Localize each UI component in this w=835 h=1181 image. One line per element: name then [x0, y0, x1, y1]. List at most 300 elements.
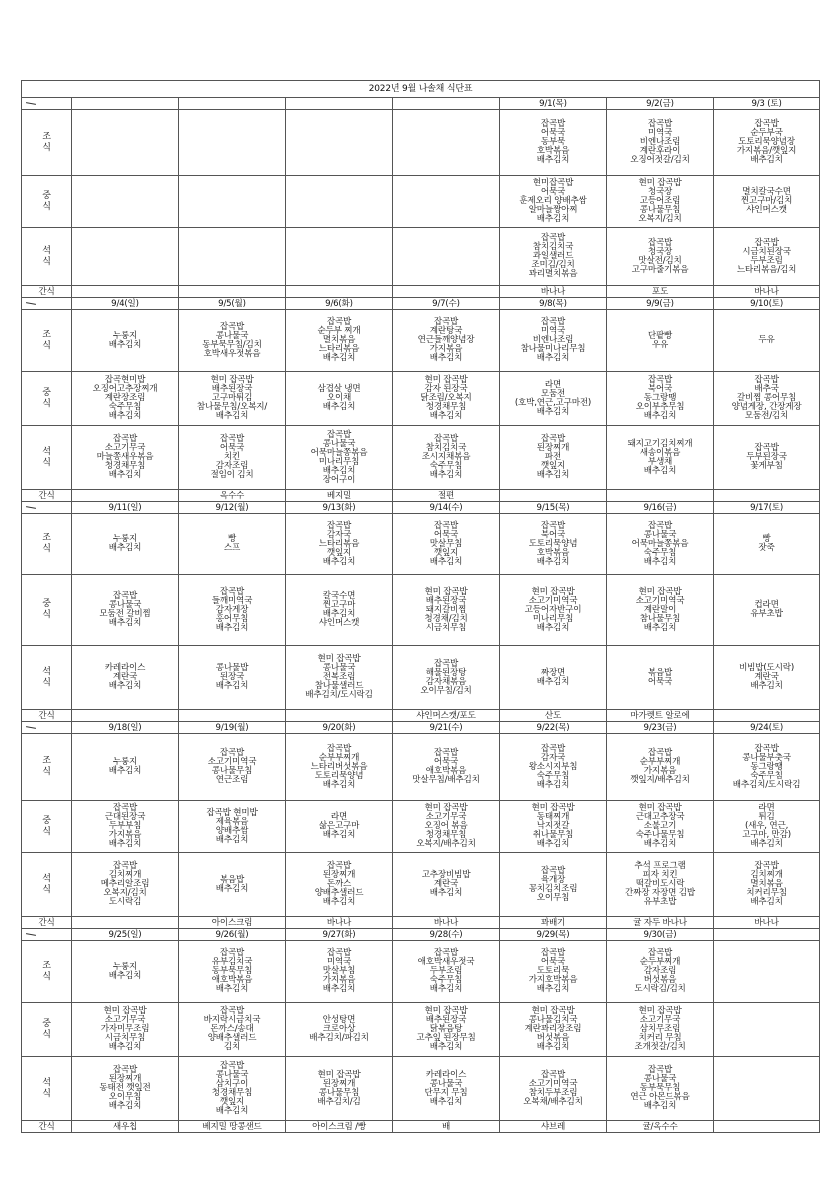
meal-label-snack: 간식: [22, 917, 72, 929]
meal-label-char: 중: [42, 599, 51, 609]
snack-cell: [72, 490, 179, 502]
menu-text: 잡곡밥 참치김치국 조시지채볶음 숙주무침 배추김치: [421, 434, 471, 480]
date-cell: 9/2(금): [607, 98, 714, 110]
date-cell: 9/1(목): [500, 98, 607, 110]
lunch-menu-cell: [286, 801, 393, 853]
menu-text: 잡곡밥 어묵국 동부묵 호박볶음 배추김치: [536, 119, 570, 165]
meal-label-lunch: [22, 801, 72, 853]
meal-label-char: 식: [42, 256, 51, 267]
menu-text: 두유: [758, 335, 775, 345]
breakfast-menu-cell: [500, 734, 607, 801]
menu-text: 잡곡밥 청국장 맛살전/김치 고구마줄기볶음: [631, 237, 689, 275]
meal-label-dinner: [22, 853, 72, 917]
menu-text: 잡곡밥 계란탕국 연근들깨양념장 가지볶음 배추김치: [417, 317, 475, 363]
snack-cell: [286, 710, 393, 722]
menu-text: 잡곡밥 미역국 맛살부침 가지볶음 배추김치: [322, 948, 356, 994]
meal-label-char: 석: [42, 1077, 51, 1088]
lunch-row: [22, 176, 820, 228]
snack-cell: [286, 286, 393, 298]
date-cell: 9/11(일): [72, 502, 179, 514]
dinner-menu-cell: [393, 1057, 500, 1121]
menu-text: 잡곡밥 배추국 갈비찜 콩어무침 양념게장, 간장게장 모둠전/김치: [731, 375, 802, 421]
dinner-menu-cell: [286, 853, 393, 917]
lunch-menu-cell: [500, 176, 607, 228]
menu-text: 누룽지 배추김치: [108, 961, 142, 981]
dinner-row: [22, 853, 820, 917]
menu-text: 현미 잡곡밥 소고기미역국 계란말이 참나물무침 배추김치: [635, 586, 685, 633]
dinner-menu-cell: [286, 426, 393, 490]
lunch-menu-cell: [714, 575, 820, 646]
menu-text: 잡곡밥 김치찌개 메추리알조림 오복지/김치 도시락김: [100, 861, 150, 907]
meal-label-char: 식: [42, 971, 51, 982]
snack-row: [22, 286, 820, 298]
date-cell: 9/19(월): [179, 722, 286, 734]
date-cell: 9/17(토): [714, 502, 820, 514]
menu-text: 라면 삶은고구마 배추김치: [318, 812, 360, 840]
breakfast-menu-cell: [72, 941, 179, 1003]
snack-cell: [714, 710, 820, 722]
menu-text: 잡곡밥 들깨미역국 감자게장 홍어무침 배추김치: [211, 586, 253, 633]
breakfast-row: [22, 310, 820, 372]
meal-label-char: 식: [42, 677, 51, 688]
breakfast-menu-cell: [393, 941, 500, 1003]
menu-text: 잡곡밥 소고기미역국 콩나물무침 연근조림: [207, 748, 257, 785]
menu-text: 콩나물밥 된장국 배추김치: [215, 663, 249, 691]
lunch-menu-cell: [500, 575, 607, 646]
lunch-row: [22, 1003, 820, 1057]
meal-label-char: 식: [42, 142, 51, 153]
dinner-menu-cell: [714, 426, 820, 490]
menu-text: 칼국수면 찐고구마 배추김치 샤인머스캣: [318, 591, 360, 628]
menu-text: 잡곡밥 순두부찌개 감자조림 버섯볶음 도시락김/김치: [634, 948, 686, 994]
menu-text: 잡곡밥 소고기무국 마늘쫑새우볶음 청경채무침 배추김치: [96, 434, 154, 480]
menu-text: 잡곡밥 콩나물국 어묵마늘쫑볶음 숙주무침 배추김치: [631, 520, 689, 567]
date-cell: 9/27(화): [286, 929, 393, 941]
snack-cell: 옥수수: [179, 490, 286, 502]
meal-label-dinner: [22, 646, 72, 710]
meal-label-char: 중: [42, 190, 51, 201]
week-date-row: [22, 722, 820, 734]
lunch-menu-cell: [72, 176, 179, 228]
menu-text: 잡곡밥 콩나물국 삼치구이 청경채무침 깻잎지 배추김치: [211, 1060, 253, 1116]
menu-text: 잡곡밥 육개장 꽁치김치조림 오이무침: [528, 865, 578, 903]
lunch-menu-cell: [286, 176, 393, 228]
meal-label-char: 식: [42, 767, 51, 777]
date-cell: 9/13(화): [286, 502, 393, 514]
menu-text: 카레라이스 계란국 배추김치: [104, 663, 146, 691]
breakfast-menu-cell: [72, 110, 179, 176]
lunch-menu-cell: [72, 1003, 179, 1057]
menu-text: 잡곡밥 바지락시금치국 돈까스/송대 양배추샐러드 김치: [203, 1006, 261, 1052]
meal-label-breakfast: [22, 110, 72, 176]
date-row-corner: [22, 929, 72, 941]
menu-text: 고추장비빔밥 계란국 배추김치: [421, 870, 471, 898]
dinner-menu-cell: [607, 853, 714, 917]
menu-text: 현미 잡곡밥 소고기무국 가자미무조림 시금치무침 배추김치: [100, 1006, 150, 1052]
breakfast-menu-cell: [607, 941, 714, 1003]
breakfast-menu-cell: [179, 514, 286, 575]
week-date-row: [22, 502, 820, 514]
menu-table: [21, 80, 820, 1133]
snack-cell: 베지밀 땅콩샌드: [179, 1121, 286, 1133]
lunch-menu-cell: [179, 1003, 286, 1057]
breakfast-menu-cell: [286, 941, 393, 1003]
menu-text: 잡곡밥 된장찌개 파전 깻잎지 배추김치: [536, 434, 570, 480]
dinner-menu-cell: [286, 646, 393, 710]
breakfast-row: [22, 941, 820, 1003]
dinner-menu-cell: [500, 1057, 607, 1121]
dinner-menu-cell: [72, 646, 179, 710]
date-cell: 9/20(화): [286, 722, 393, 734]
breakfast-menu-cell: [286, 734, 393, 801]
dinner-row: [22, 646, 820, 710]
snack-cell: 샤인머스캣/포도: [393, 710, 500, 722]
meal-label-char: 식: [42, 457, 51, 468]
menu-text: 잡곡밥 순부부찌개 느타리버섯볶음 도토리묵양념 배추김치: [310, 743, 368, 790]
date-cell: [179, 98, 286, 110]
date-cell: 9/4(일): [72, 298, 179, 310]
breakfast-menu-cell: [286, 310, 393, 372]
meal-label-char: 조: [42, 131, 51, 142]
menu-text: 카레라이스 콩나물국 단무지 무침 배추김치: [424, 1069, 468, 1107]
page-title: 2022년 9월 나솔채 식단표: [22, 81, 820, 98]
date-cell: [393, 98, 500, 110]
meal-label-char: 식: [42, 1088, 51, 1099]
snack-cell: 산도: [500, 710, 607, 722]
menu-text: 잡곡밥 현미밥 제육볶음 양배추쌈 배추김치: [206, 807, 258, 845]
breakfast-menu-cell: [500, 310, 607, 372]
menu-text: 현미 잡곡밥 청국장 고등어조림 콩나물무침 오복지/김치: [638, 178, 682, 224]
lunch-menu-cell: [607, 801, 714, 853]
meal-label-breakfast: [22, 514, 72, 575]
date-cell: 9/22(목): [500, 722, 607, 734]
dinner-menu-cell: [500, 646, 607, 710]
dinner-menu-cell: [500, 853, 607, 917]
snack-cell: 바나나: [714, 917, 820, 929]
breakfast-menu-cell: [500, 941, 607, 1003]
meal-label-char: 식: [42, 544, 51, 554]
menu-text: 잡곡밥 순두부 찌개 멸치볶음 느타리볶음 배추김치: [317, 317, 361, 363]
snack-cell: [72, 917, 179, 929]
menu-text: 누룽지 배추김치: [108, 757, 142, 776]
snack-cell: [179, 710, 286, 722]
meal-label-lunch: [22, 176, 72, 228]
week-date-row: [22, 929, 820, 941]
lunch-menu-cell: [714, 372, 820, 426]
snack-cell: 아이스크림 /빵: [286, 1121, 393, 1133]
meal-label-breakfast: [22, 941, 72, 1003]
dinner-row: [22, 426, 820, 490]
snack-cell: 귤 자두 바나나: [607, 917, 714, 929]
meal-label-snack: 간식: [22, 286, 72, 298]
date-cell: 9/7(수): [393, 298, 500, 310]
breakfast-menu-cell: [179, 941, 286, 1003]
meal-label-char: 중: [42, 1018, 51, 1029]
menu-text: 잡곡밥 콩나물국 어묵마늘쫑볶음 미나리무침 배추김치 장어구이: [310, 429, 368, 485]
date-cell: 9/24(토): [714, 722, 820, 734]
snack-row: [22, 1121, 820, 1133]
date-row-corner: [22, 502, 72, 514]
menu-text: 볶음밥 어묵국: [647, 667, 673, 687]
dinner-menu-cell: [286, 228, 393, 286]
week-date-row: [22, 98, 820, 110]
date-cell: 9/26(월): [179, 929, 286, 941]
meal-label-lunch: [22, 575, 72, 646]
menu-text: 잡곡밥 시금치된장국 두부조림 느타리볶음/김치: [736, 237, 797, 275]
menu-text: 잡곡밥 된장찌개 돈까스 양배추샐러드 배추김치: [314, 861, 364, 907]
dinner-menu-cell: [714, 853, 820, 917]
breakfast-menu-cell: [393, 514, 500, 575]
lunch-row: [22, 801, 820, 853]
lunch-menu-cell: [72, 801, 179, 853]
lunch-menu-cell: [179, 575, 286, 646]
date-cell: 9/15(목): [500, 502, 607, 514]
menu-text: 현미 잡곡밥 소고기무국 오징어 볶음 청경채무침 오복지/배추김치: [416, 803, 476, 849]
meal-label-snack: 간식: [22, 490, 72, 502]
breakfast-menu-cell: [714, 310, 820, 372]
menu-text: 잡곡밥 콩나물국 모둠전 갈비찜 배추김치: [99, 591, 151, 628]
lunch-menu-cell: [607, 575, 714, 646]
menu-text: 현미 잡곡밥 근대고추장국 소불고기 숙주나물무침 배추김치: [635, 803, 685, 849]
menu-text: 잡곡밥 북어국 도토리묵양념 호박볶음 배추김치: [528, 520, 578, 567]
lunch-menu-cell: [72, 575, 179, 646]
date-cell: 9/5(월): [179, 298, 286, 310]
lunch-menu-cell: [179, 372, 286, 426]
snack-row: [22, 490, 820, 502]
menu-text: 현미 잡곡밥 소고기무국 삼치무조림 치커리 무침 조개젓갈/김치: [634, 1006, 686, 1052]
menu-text: 잡곡밥 근대된장국 두부부침 가지볶음 배추김치: [104, 803, 146, 849]
snack-cell: 베지밀: [286, 490, 393, 502]
menu-text: 잡곡밥 콩나물국 동부묵무침 연근 아몬드볶음 배추김치: [630, 1065, 690, 1111]
menu-text: 잡곡밥 북어국 동그랑땡 오이부추무침 배추김치: [635, 375, 685, 421]
meal-label-char: 식: [42, 398, 51, 409]
dinner-menu-cell: [179, 853, 286, 917]
breakfast-menu-cell: [714, 941, 820, 1003]
menu-text: 잡곡밥 순부부찌개 가지볶음 깻잎지/배추김치: [630, 748, 690, 785]
snack-cell: [393, 286, 500, 298]
week-date-row: [22, 298, 820, 310]
snack-cell: 마가렛트 알로에: [607, 710, 714, 722]
breakfast-menu-cell: [286, 514, 393, 575]
breakfast-row: [22, 514, 820, 575]
breakfast-menu-cell: [179, 310, 286, 372]
menu-text: 잡곡밥 어묵국 치킨 감자조림 절임이 김치: [210, 434, 254, 480]
lunch-menu-cell: [393, 372, 500, 426]
lunch-menu-cell: [500, 1003, 607, 1057]
snack-cell: 배: [393, 1121, 500, 1133]
menu-text: 잡곡밥 유부김치국 동부묵무침 애호박볶음 배추김치: [211, 948, 253, 994]
menu-text: 잡곡밥 김치찌개 멸치볶음 치커리무침 배추김치: [746, 861, 787, 907]
breakfast-menu-cell: [500, 514, 607, 575]
menu-text: 라면 튀김 (새우, 연근, 고구마, 만감) 배추김치: [742, 803, 791, 849]
breakfast-row: [22, 110, 820, 176]
lunch-menu-cell: [286, 1003, 393, 1057]
date-cell: 9/14(수): [393, 502, 500, 514]
menu-text: 잡곡현미밥 오징어고추장찌개 계란장조림 숙주무침 배추김치: [92, 375, 158, 421]
menu-text: 현미 잡곡밥 동태찌개 낙지젓갈 취나물무침 배추김치: [531, 803, 575, 849]
lunch-menu-cell: [500, 372, 607, 426]
breakfast-menu-cell: [393, 734, 500, 801]
snack-cell: [714, 490, 820, 502]
breakfast-menu-cell: [72, 734, 179, 801]
date-cell: 9/9(금): [607, 298, 714, 310]
date-cell: 9/3 (토): [714, 98, 820, 110]
menu-text: 잡곡밥 콩나물국 동부묵무침/김치 호박새우젓볶음: [202, 321, 262, 359]
snack-cell: 샤브레: [500, 1121, 607, 1133]
menu-text: 잡곡밥 감자국 느타리볶음 깻잎지 배추김치: [318, 520, 360, 567]
breakfast-menu-cell: [72, 514, 179, 575]
dinner-menu-cell: [714, 1057, 820, 1121]
lunch-menu-cell: [714, 1003, 820, 1057]
menu-text: 현미 잡곡밥 콩나물김치국 계란꽈리장조림 버섯볶음 배추김치: [524, 1006, 582, 1052]
snack-cell: 꽈배기: [500, 917, 607, 929]
dinner-menu-cell: [607, 646, 714, 710]
menu-text: 잡곡밥 순두부국 도토리묵양념장 가지볶음/깻잎지 배추김치: [736, 119, 797, 165]
meal-label-lunch: [22, 372, 72, 426]
dinner-row: [22, 228, 820, 286]
menu-text: 잡곡밥 참치김치국 과일샐러드 조미김/김치 꽈리멸치볶음: [528, 233, 578, 279]
menu-text: 잡곡밥 어묵국 맛살무침 깻잎지 배추김치: [429, 520, 463, 567]
dinner-menu-cell: [714, 646, 820, 710]
menu-text: 잡곡밥 해물된장탕 감자채볶음 오이무침/김치: [420, 658, 472, 696]
snack-cell: [607, 490, 714, 502]
lunch-row: [22, 372, 820, 426]
menu-text: 삼겹살 냉면 오이채 배추김치: [317, 384, 361, 412]
snack-cell: 절편: [393, 490, 500, 502]
menu-text: 현미 잡곡밥 된장찌개 콩나물무침 배추김치/김: [317, 1069, 361, 1107]
snack-cell: [72, 710, 179, 722]
menu-text: 잡곡밥 미역국 비엔나조림 참나물미나리무침 배추김치: [520, 317, 586, 363]
snack-cell: 귤/옥수수: [607, 1121, 714, 1133]
snack-row: [22, 917, 820, 929]
snack-cell: [72, 286, 179, 298]
breakfast-menu-cell: [607, 310, 714, 372]
menu-text: 잡곡밥 어묵국 애호박볶음 맛살무침/배추김치: [412, 748, 480, 785]
meal-label-char: 석: [42, 245, 51, 256]
menu-text: 현미 잡곡밥 소고기미역국 고등어자반구이 미나리무침 배추김치: [524, 586, 582, 633]
date-cell: 9/18(일): [72, 722, 179, 734]
dinner-menu-cell: [607, 228, 714, 286]
breakfast-row: [22, 734, 820, 801]
date-cell: 9/16(금): [607, 502, 714, 514]
menu-text: 볶음밥 배추김치: [215, 874, 249, 894]
meal-label-dinner: [22, 426, 72, 490]
dinner-menu-cell: [179, 1057, 286, 1121]
menu-text: 잡곡밥 콩나물부춧국 동그랑땡 숙주무침 배추김치/도시락김: [732, 743, 801, 790]
dinner-menu-cell: [179, 426, 286, 490]
menu-text: 잡곡밥 소고기미역국 참치두부조림 오복채/배추김치: [523, 1069, 583, 1107]
dinner-menu-cell: [393, 228, 500, 286]
dinner-menu-cell: [72, 228, 179, 286]
snack-cell: 바나나: [286, 917, 393, 929]
breakfast-menu-cell: [714, 110, 820, 176]
meal-label-char: 석: [42, 873, 51, 884]
menu-sheet: [21, 80, 819, 1133]
date-cell: 9/30(금): [607, 929, 714, 941]
breakfast-menu-cell: [72, 310, 179, 372]
date-cell: 9/23(금): [607, 722, 714, 734]
date-cell: 9/8(목): [500, 298, 607, 310]
date-cell: 9/21(수): [393, 722, 500, 734]
menu-text: 빵 잣죽: [758, 534, 775, 553]
meal-label-char: 식: [42, 610, 51, 620]
date-cell: 9/6(화): [286, 298, 393, 310]
snack-cell: 포도: [607, 286, 714, 298]
breakfast-menu-cell: [500, 110, 607, 176]
dinner-menu-cell: [72, 1057, 179, 1121]
breakfast-menu-cell: [393, 310, 500, 372]
menu-text: 돼지고기김치찌개 새송이볶음 부생채 배추김치: [627, 438, 693, 476]
lunch-menu-cell: [286, 575, 393, 646]
breakfast-menu-cell: [714, 514, 820, 575]
menu-text: 컵라면 유부초밥: [750, 600, 783, 619]
meal-label-char: 조: [42, 756, 51, 766]
lunch-menu-cell: [714, 801, 820, 853]
snack-cell: [500, 490, 607, 502]
lunch-row: [22, 575, 820, 646]
lunch-menu-cell: [286, 372, 393, 426]
dinner-menu-cell: [179, 228, 286, 286]
meal-label-breakfast: [22, 310, 72, 372]
menu-text: 라면 모둠전 (호박,연근,고구마전) 배추김치: [514, 379, 592, 417]
breakfast-menu-cell: [607, 514, 714, 575]
meal-label-breakfast: [22, 734, 72, 801]
meal-label-char: 중: [42, 815, 51, 826]
lunch-menu-cell: [179, 801, 286, 853]
breakfast-menu-cell: [179, 110, 286, 176]
meal-label-char: 석: [42, 666, 51, 677]
dinner-menu-cell: [393, 646, 500, 710]
breakfast-menu-cell: [714, 734, 820, 801]
dinner-menu-cell: [72, 853, 179, 917]
meal-label-char: 식: [42, 340, 51, 351]
menu-text: 누룽지 배추김치: [108, 330, 142, 350]
date-cell: 9/29(목): [500, 929, 607, 941]
breakfast-menu-cell: [607, 734, 714, 801]
dinner-menu-cell: [714, 228, 820, 286]
lunch-menu-cell: [393, 1003, 500, 1057]
lunch-menu-cell: [179, 176, 286, 228]
snack-row: [22, 710, 820, 722]
menu-text: 현미 잡곡밥 배추된장국 돼지갈비찜 청경채/김치 시금치무침: [424, 586, 468, 633]
lunch-menu-cell: [393, 801, 500, 853]
menu-text: 현미 잡곡밥 배추된장국 고구마튀김 참나물무침/오복지/ 배추김치: [196, 375, 268, 421]
dinner-menu-cell: [72, 426, 179, 490]
menu-text: 잡곡밥 미역국 비엔나조림 계란후라이 오징어젓갈/김치: [630, 119, 690, 165]
meal-label-char: 식: [42, 884, 51, 895]
lunch-menu-cell: [714, 176, 820, 228]
menu-text: 누룽지 배추김치: [108, 534, 142, 553]
date-cell: [714, 929, 820, 941]
breakfast-menu-cell: [393, 110, 500, 176]
meal-label-snack: 간식: [22, 1121, 72, 1133]
menu-text: 짜장면 배추김치: [536, 667, 570, 687]
snack-cell: 바나나: [500, 286, 607, 298]
lunch-menu-cell: [607, 372, 714, 426]
lunch-menu-cell: [393, 575, 500, 646]
snack-cell: 바나나: [714, 286, 820, 298]
date-row-corner: [22, 298, 72, 310]
breakfast-menu-cell: [286, 110, 393, 176]
menu-text: 잡곡밥 된장찌개 동태전 깻잎전 오이무침 배추김치: [99, 1065, 151, 1111]
meal-label-dinner: [22, 228, 72, 286]
dinner-menu-cell: [179, 646, 286, 710]
meal-label-char: 식: [42, 201, 51, 212]
dinner-menu-cell: [500, 228, 607, 286]
menu-text: 잡곡밥 어묵국 도토리묵 가지호박볶음 배추김치: [528, 948, 578, 994]
meal-label-lunch: [22, 1003, 72, 1057]
menu-text: 현미 잡곡밥 콩나물국 전복조림 참나물샐러드 배추김치/도시락김: [305, 654, 373, 700]
